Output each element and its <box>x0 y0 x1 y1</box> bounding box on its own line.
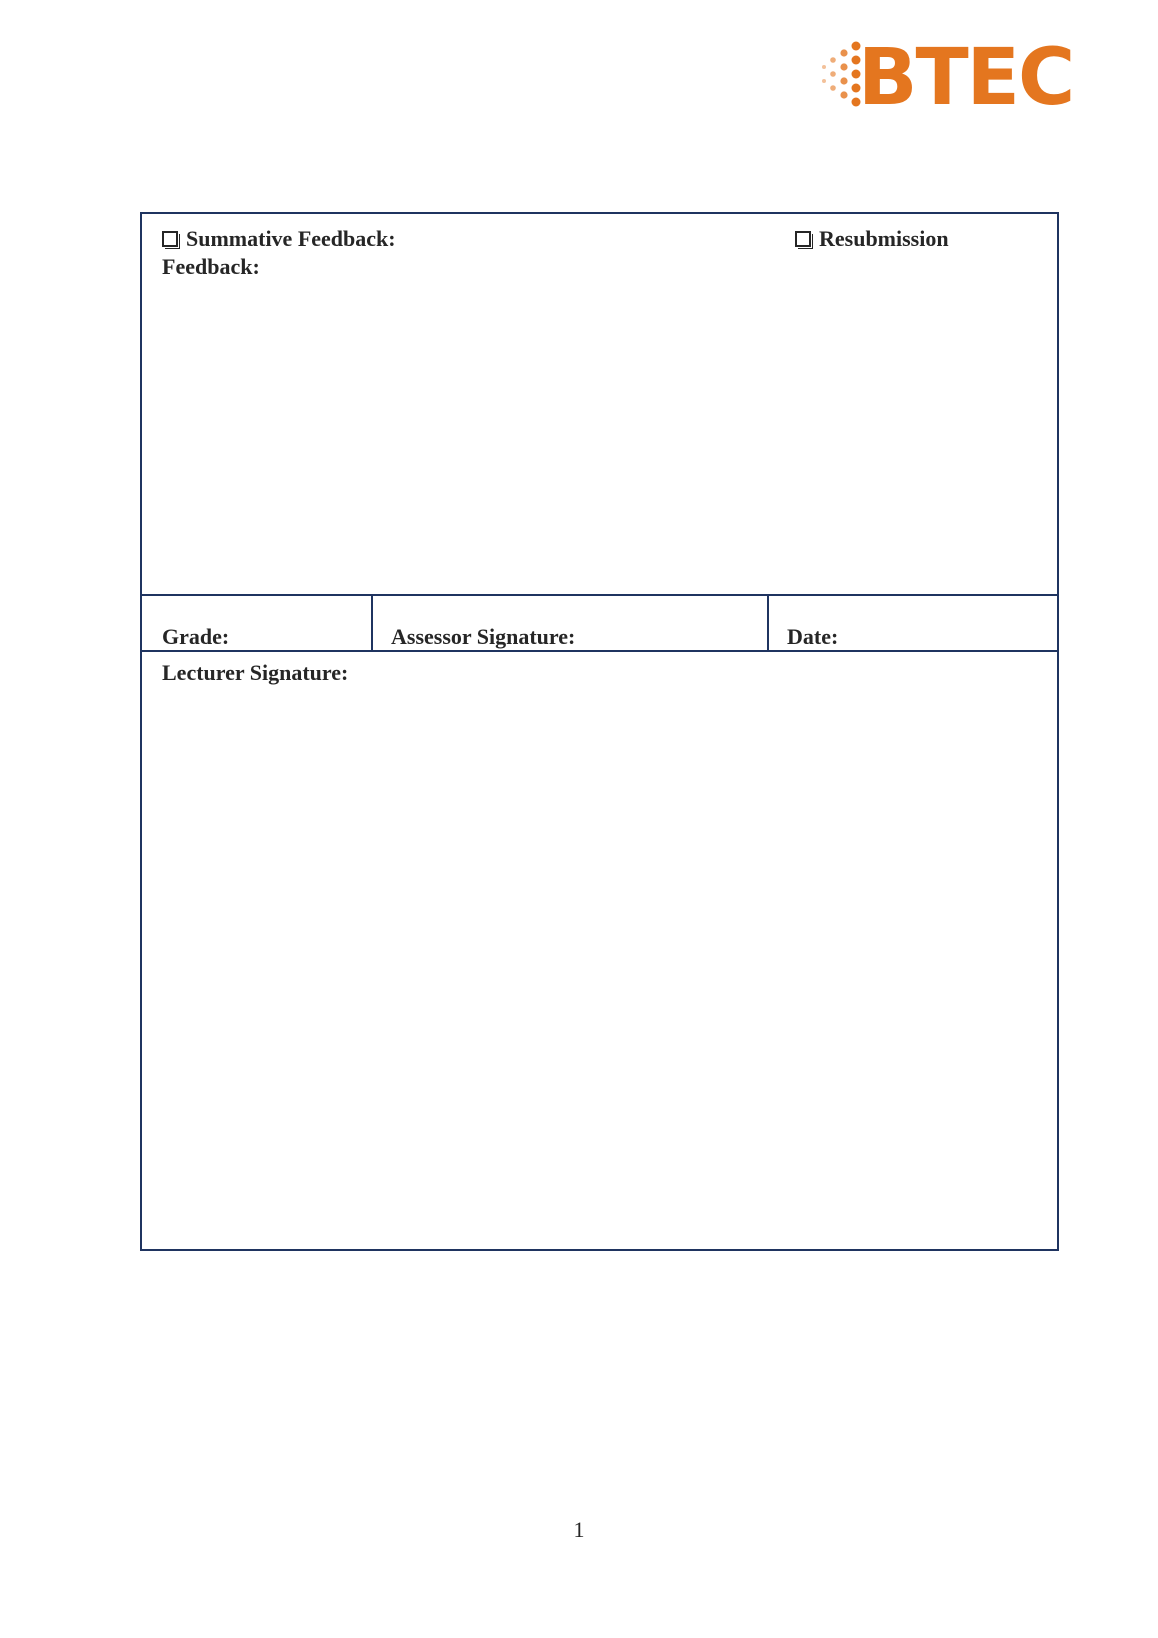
assessor-date-divider <box>767 594 769 651</box>
grade-row-bottom-divider <box>142 650 1057 652</box>
summative-checkbox-icon[interactable] <box>162 231 178 247</box>
btec-logo-text: BTEC <box>858 33 1074 123</box>
resubmission-label: Resubmission <box>819 226 949 251</box>
feedback-label: Feedback: <box>162 254 260 279</box>
grade-label: Grade: <box>162 624 230 649</box>
assessor-signature-label: Assessor Signature: <box>391 624 576 649</box>
btec-logo <box>818 33 1074 123</box>
resubmission-option[interactable] <box>795 226 949 252</box>
resubmission-checkbox-icon[interactable] <box>795 231 811 247</box>
feedback-form <box>140 212 1059 1251</box>
dot-pattern-icon <box>818 38 862 118</box>
page-number: 1 <box>573 1517 585 1542</box>
lecturer-signature-area[interactable] <box>142 690 1057 1245</box>
summative-feedback-label: Summative Feedback: <box>186 226 396 251</box>
lecturer-signature-label: Lecturer Signature: <box>162 660 349 685</box>
date-label: Date: <box>787 624 839 649</box>
grade-assessor-divider <box>371 594 373 651</box>
summative-feedback-option[interactable] <box>162 226 396 252</box>
grade-row-top-divider <box>142 594 1057 596</box>
feedback-area[interactable] <box>142 284 1057 592</box>
